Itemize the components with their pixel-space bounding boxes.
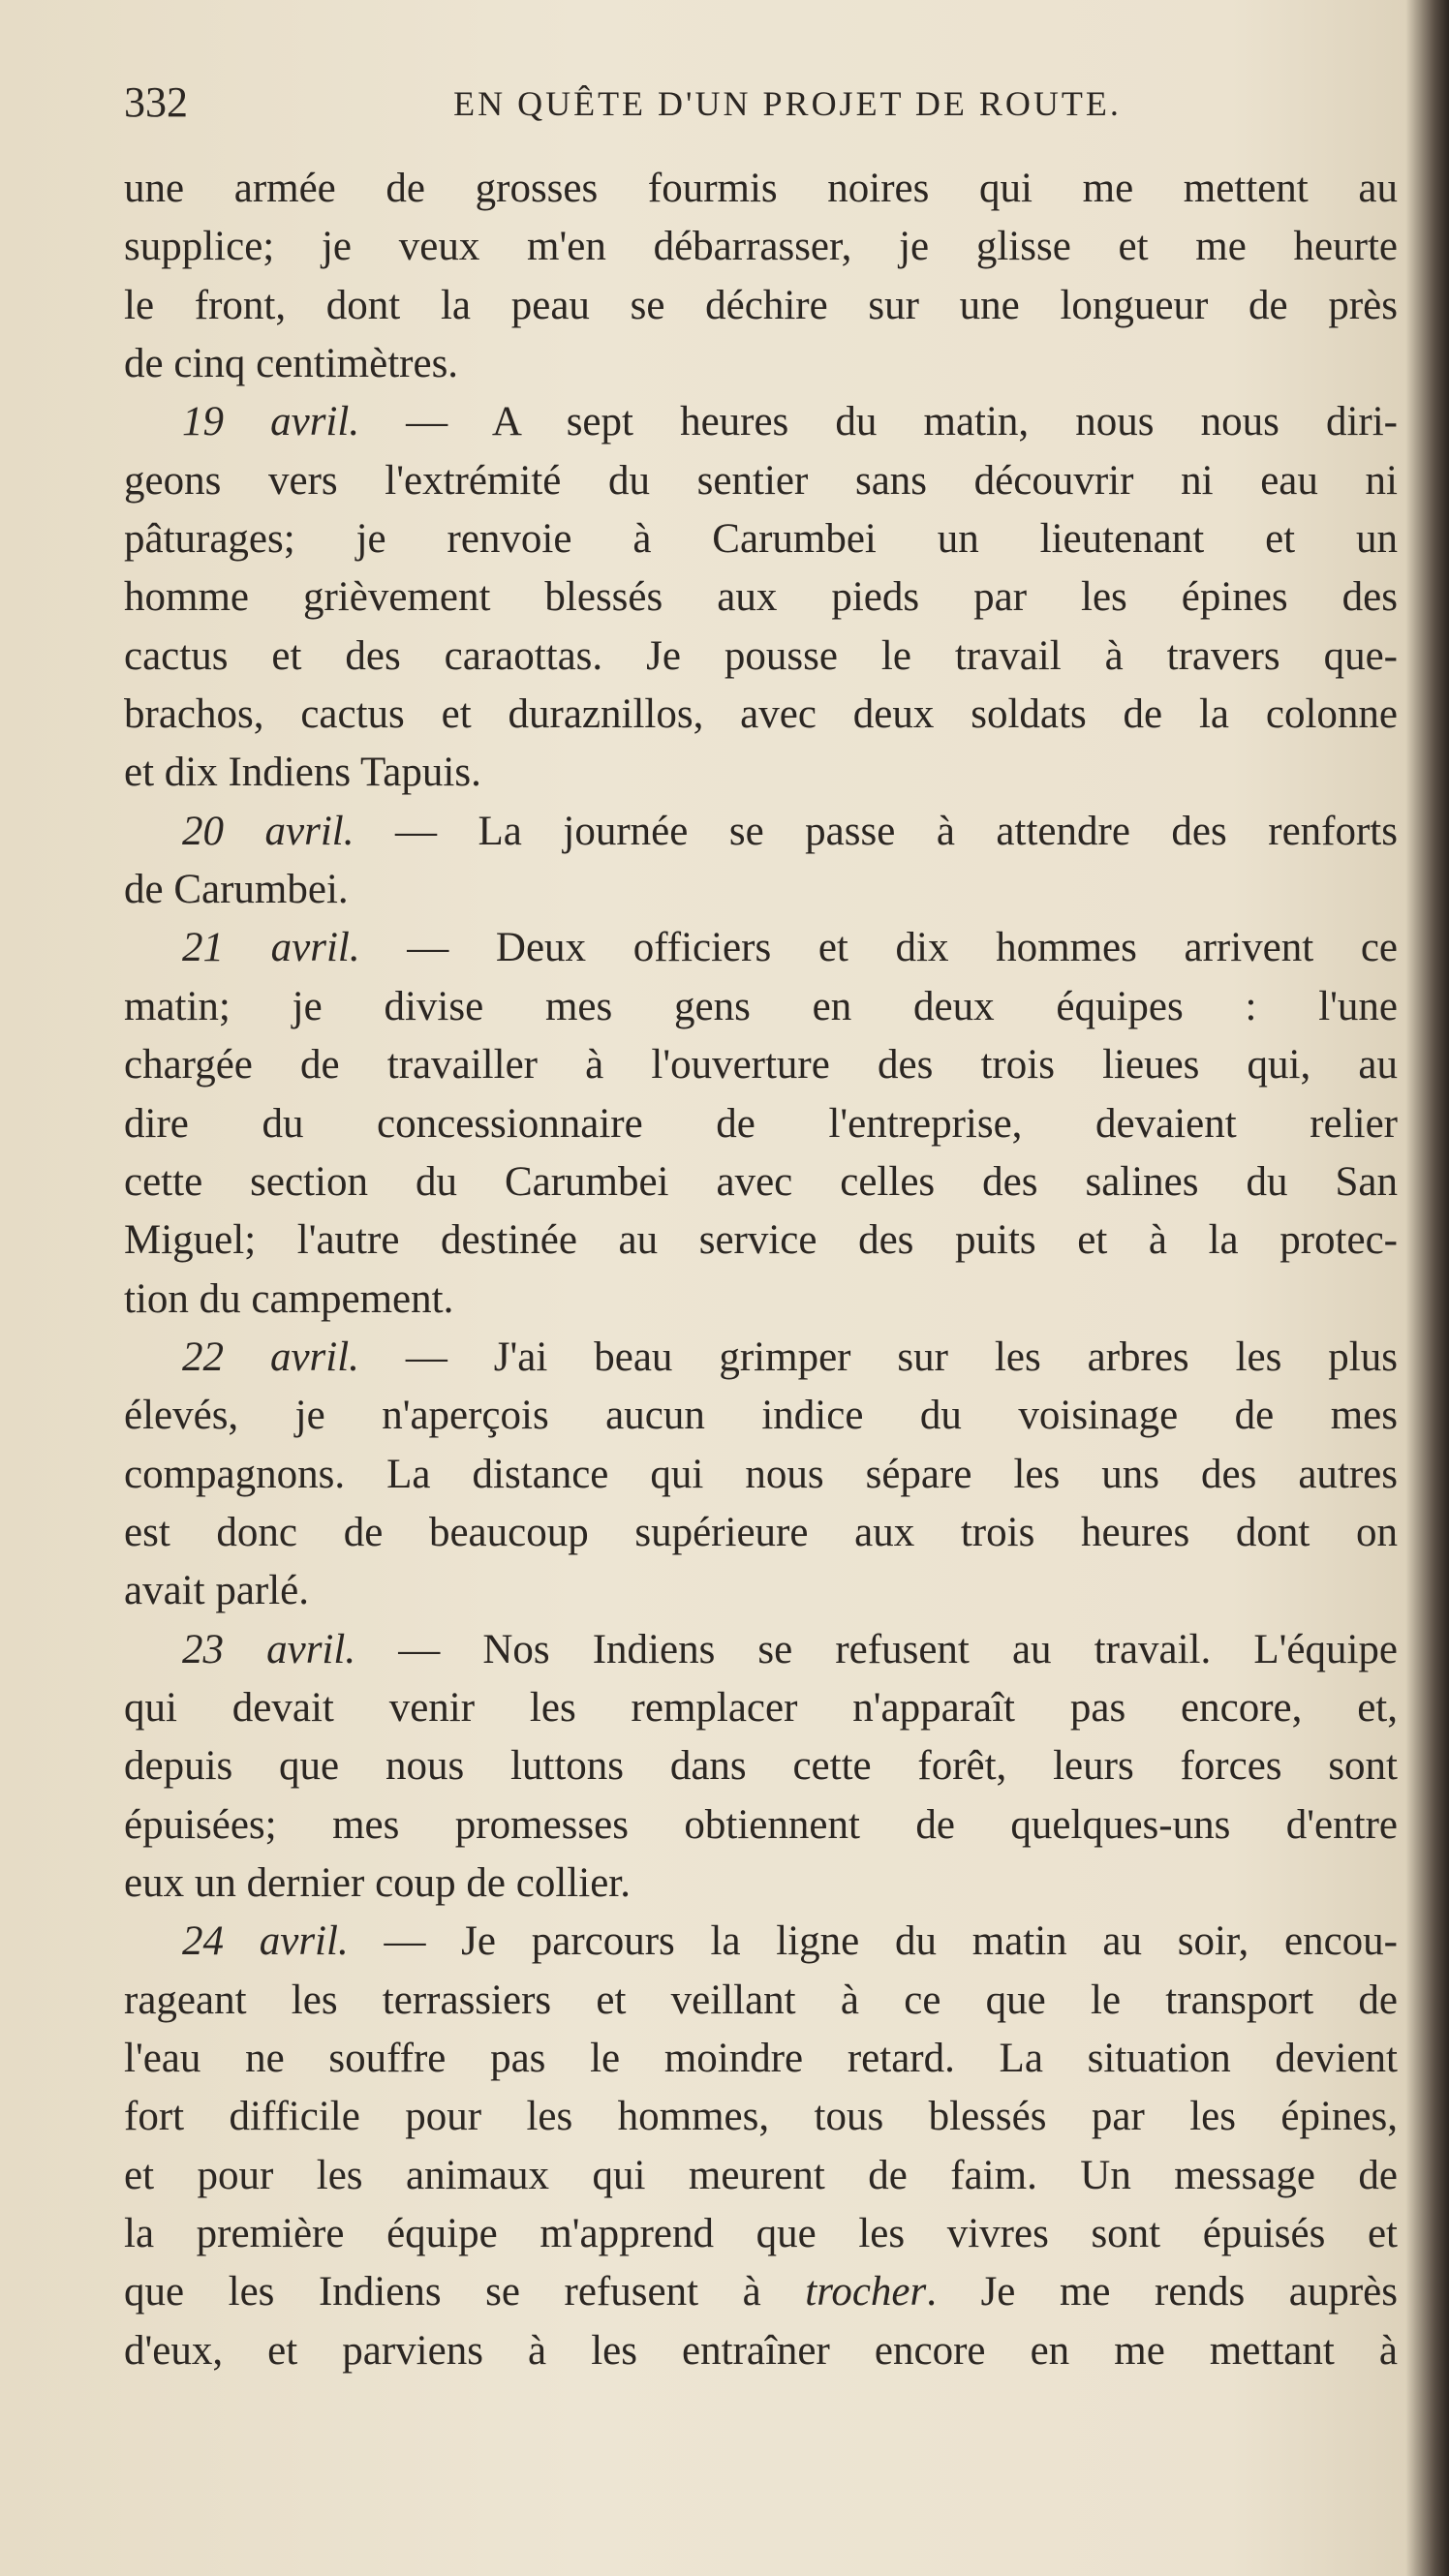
line-text: supplice; je veux m'en débarrasser, je glisse et me heurte <box>124 224 1398 270</box>
text-line <box>124 2147 1398 2205</box>
line-text: de cinq centimètres. <box>124 341 459 387</box>
line-text: compagnons. La distance qui nous sépare les uns des autres <box>124 1451 1398 1497</box>
line-text: rageant les terrassiers et veillant à ce que le transport de <box>124 1977 1398 2023</box>
line-text: pâturages; je renvoie à Carumbei un lieutenant et un <box>124 516 1398 563</box>
line-text: — J'ai beau grimper sur les arbres les plus <box>358 1334 1398 1380</box>
text-line <box>124 568 1398 627</box>
running-title: EN QUÊTE D'UN PROJET DE ROUTE. <box>453 84 1122 123</box>
line-text: fort difficile pour les hommes, tous blessés par les épines, <box>124 2094 1398 2140</box>
diary-entry-line <box>124 803 1398 861</box>
line-text: homme grièvement blessés aux pieds par les épines des <box>124 574 1398 621</box>
line-text: depuis que nous luttons dans cette forêt, leurs forces sont <box>124 1743 1398 1790</box>
line-text: qui devait venir les remplacer n'apparaît pas encore, et, <box>124 1684 1398 1731</box>
diary-entry-line <box>124 1913 1398 1971</box>
entry-date: 19 avril. <box>182 399 360 445</box>
line-text: l'eau ne souffre pas le moindre retard. La situation devient <box>124 2036 1398 2081</box>
text-line <box>124 277 1398 335</box>
text-line <box>124 1095 1398 1153</box>
line-text: la première équipe m'apprend que les vivres sont épuisés et <box>124 2211 1398 2257</box>
text-line <box>124 978 1398 1036</box>
line-text: est donc de beaucoup supérieure aux trois heures dont on <box>124 1509 1398 1555</box>
text-line <box>124 452 1398 510</box>
text-line <box>124 1211 1398 1270</box>
text-line <box>124 2263 1398 2321</box>
line-text: épuisées; mes promesses obtiennent de quelques-uns d'entre <box>124 1801 1398 1848</box>
entry-date: 23 avril. <box>182 1626 356 1672</box>
entry-date: 20 avril. <box>182 808 355 854</box>
text-line <box>124 1387 1398 1445</box>
page-body-text <box>124 160 1398 2380</box>
line-text: dire du concessionnaire de l'entreprise, devaient relier <box>124 1100 1398 1147</box>
text-line <box>124 1796 1398 1855</box>
diary-entry-line <box>124 1329 1398 1387</box>
line-text: — Je parcours la ligne du matin au soir, encou- <box>348 1918 1398 1965</box>
entry-date: 22 avril. <box>182 1334 359 1380</box>
line-text: — Deux officiers et dix hommes arrivent ce <box>359 925 1399 971</box>
line-text: et dix Indiens Tapuis. <box>124 750 481 796</box>
text-line <box>124 218 1398 276</box>
line-text: eux un dernier coup de collier. <box>124 1859 631 1906</box>
text-line <box>124 2030 1398 2088</box>
line-text: geons vers l'extrémité du sentier sans découvrir ni eau ni <box>124 457 1398 504</box>
text-line <box>124 2322 1398 2380</box>
line-text: d'eux, et parviens à les entraîner encore en me mettant à <box>124 2327 1398 2374</box>
text-line <box>124 2088 1398 2146</box>
text-line <box>124 1504 1398 1562</box>
text-line <box>124 861 1398 919</box>
line-text: — La journée se passe à attendre des renforts <box>354 808 1398 854</box>
line-text: avait parlé. <box>124 1568 310 1614</box>
text-line <box>124 1153 1398 1211</box>
line-text: cette section du Carumbei avec celles des salines du San <box>124 1158 1398 1205</box>
text-line <box>124 686 1398 744</box>
text-line <box>124 160 1398 218</box>
entry-date: 21 avril. <box>182 925 360 971</box>
text-line <box>124 1271 1398 1329</box>
diary-entry-line <box>124 919 1398 977</box>
text-line <box>124 335 1398 393</box>
line-text: que les Indiens se refusent à <box>124 2269 806 2315</box>
line-text: de Carumbei. <box>124 867 349 913</box>
page-header <box>124 77 1393 136</box>
text-line <box>124 744 1398 802</box>
page-number: 332 <box>124 78 188 126</box>
line-text: . Je me rends auprès <box>926 2269 1398 2315</box>
line-text: chargée de travailler à l'ouverture des trois lieues qui, au <box>124 1042 1398 1089</box>
text-line <box>124 1972 1398 2030</box>
line-text: élevés, je n'aperçois aucun indice du voisinage de mes <box>124 1393 1398 1439</box>
line-text: le front, dont la peau se déchire sur une longueur de près <box>124 282 1398 328</box>
text-line <box>124 1679 1398 1737</box>
entry-date: 24 avril. <box>182 1918 349 1965</box>
text-line <box>124 1036 1398 1094</box>
diary-entry-line <box>124 1621 1398 1679</box>
line-text: cactus et des caraottas. Je pousse le travail à travers que- <box>124 632 1398 679</box>
diary-entry-line <box>124 393 1398 451</box>
line-text: une armée de grosses fourmis noires qui me mettent au <box>124 166 1398 211</box>
text-line <box>124 510 1398 568</box>
line-text: matin; je divise mes gens en deux équipes : l'une <box>124 983 1398 1029</box>
line-text: — Nos Indiens se refusent au travail. L'équipe <box>355 1626 1399 1672</box>
line-text: brachos, cactus et duraznillos, avec deux soldats de la colonne <box>124 691 1398 738</box>
text-line <box>124 2205 1398 2263</box>
text-line <box>124 1446 1398 1504</box>
text-line <box>124 1562 1398 1620</box>
italic-word: trocher <box>805 2269 927 2315</box>
line-text: et pour les animaux qui meurent de faim. Un message de <box>124 2152 1398 2198</box>
line-text: — A sept heures du matin, nous nous diri- <box>359 399 1398 445</box>
text-line <box>124 1855 1398 1913</box>
line-text: Miguel; l'autre destinée au service des puits et à la protec- <box>124 1217 1398 1264</box>
line-text: tion du campement. <box>124 1275 454 1322</box>
text-line <box>124 628 1398 686</box>
text-line <box>124 1737 1398 1795</box>
